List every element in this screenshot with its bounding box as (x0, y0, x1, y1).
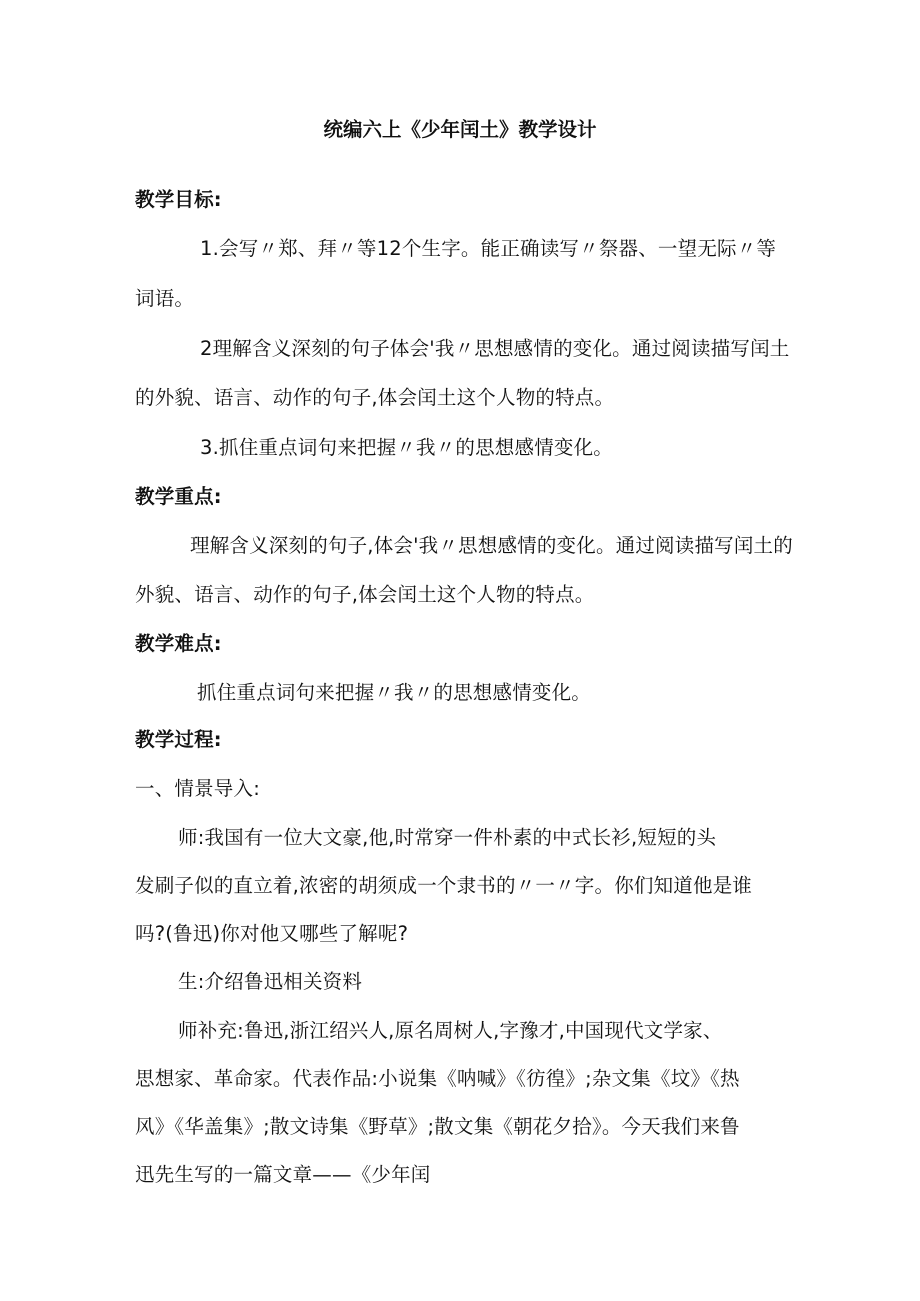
student-line-1: 生:介绍鲁迅相关资料 (178, 970, 363, 993)
teacher-supplement-line-4: 迅先生写的一篇文章——《少年闰 (135, 1163, 431, 1186)
section-1-heading: 一、情景导入: (135, 777, 260, 800)
teacher-supplement-line-1: 师补充:鲁迅,浙江绍兴人,原名周树人,字豫才,中国现代文学家、 (178, 1019, 723, 1042)
teacher-intro-line-2: 发刷子似的直立着,浓密的胡须成一个隶书的〃一〃字。你们知道他是谁 (135, 874, 753, 897)
objective-1-line-1: 1.会写〃郑、拜〃等12个生字。能正确读写〃祭器、一望无际〃等 (200, 237, 777, 260)
teacher-intro-line-1: 师:我国有一位大文豪,他,时常穿一件朴素的中式长衫,短短的头 (178, 826, 717, 849)
objective-1-line-2: 词语。 (135, 287, 195, 310)
key-points-line-2: 外貌、语言、动作的句子,体会闰土这个人物的特点。 (135, 583, 595, 606)
key-points-line-1: 理解含义深刻的句子,体会'我〃思想感情的变化。通过阅读描写闰土的 (190, 534, 793, 557)
teacher-supplement-line-2: 思想家、革命家。代表作品:小说集《呐喊》《彷徨》;杂文集《坟》《热 (135, 1067, 740, 1090)
document-title: 统编六上《少年闰土》教学设计 (323, 118, 597, 141)
difficulties-line-1: 抓住重点词句来把握〃我〃的思想感情变化。 (197, 681, 592, 704)
objective-2-line-2: 的外貌、语言、动作的句子,体会闰土这个人物的特点。 (135, 386, 615, 409)
teacher-supplement-line-3: 风》《华盖集》;散文诗集《野草》;散文集《朝花夕拾》。今天我们来鲁 (135, 1115, 740, 1138)
teacher-intro-line-3: 吗?(鲁迅)你对他又哪些了解呢? (135, 922, 409, 945)
key-points-heading: 教学重点: (135, 485, 222, 508)
objectives-heading: 教学目标: (135, 188, 222, 211)
process-heading: 教学过程: (135, 728, 222, 751)
difficulties-heading: 教学难点: (135, 632, 222, 655)
objective-3-line-1: 3.抓住重点词句来把握〃我〃的思想感情变化。 (200, 436, 614, 459)
objective-2-line-1: 2理解含义深刻的句子体会'我〃思想感情的变化。通过阅读描写闰土 (200, 337, 790, 360)
